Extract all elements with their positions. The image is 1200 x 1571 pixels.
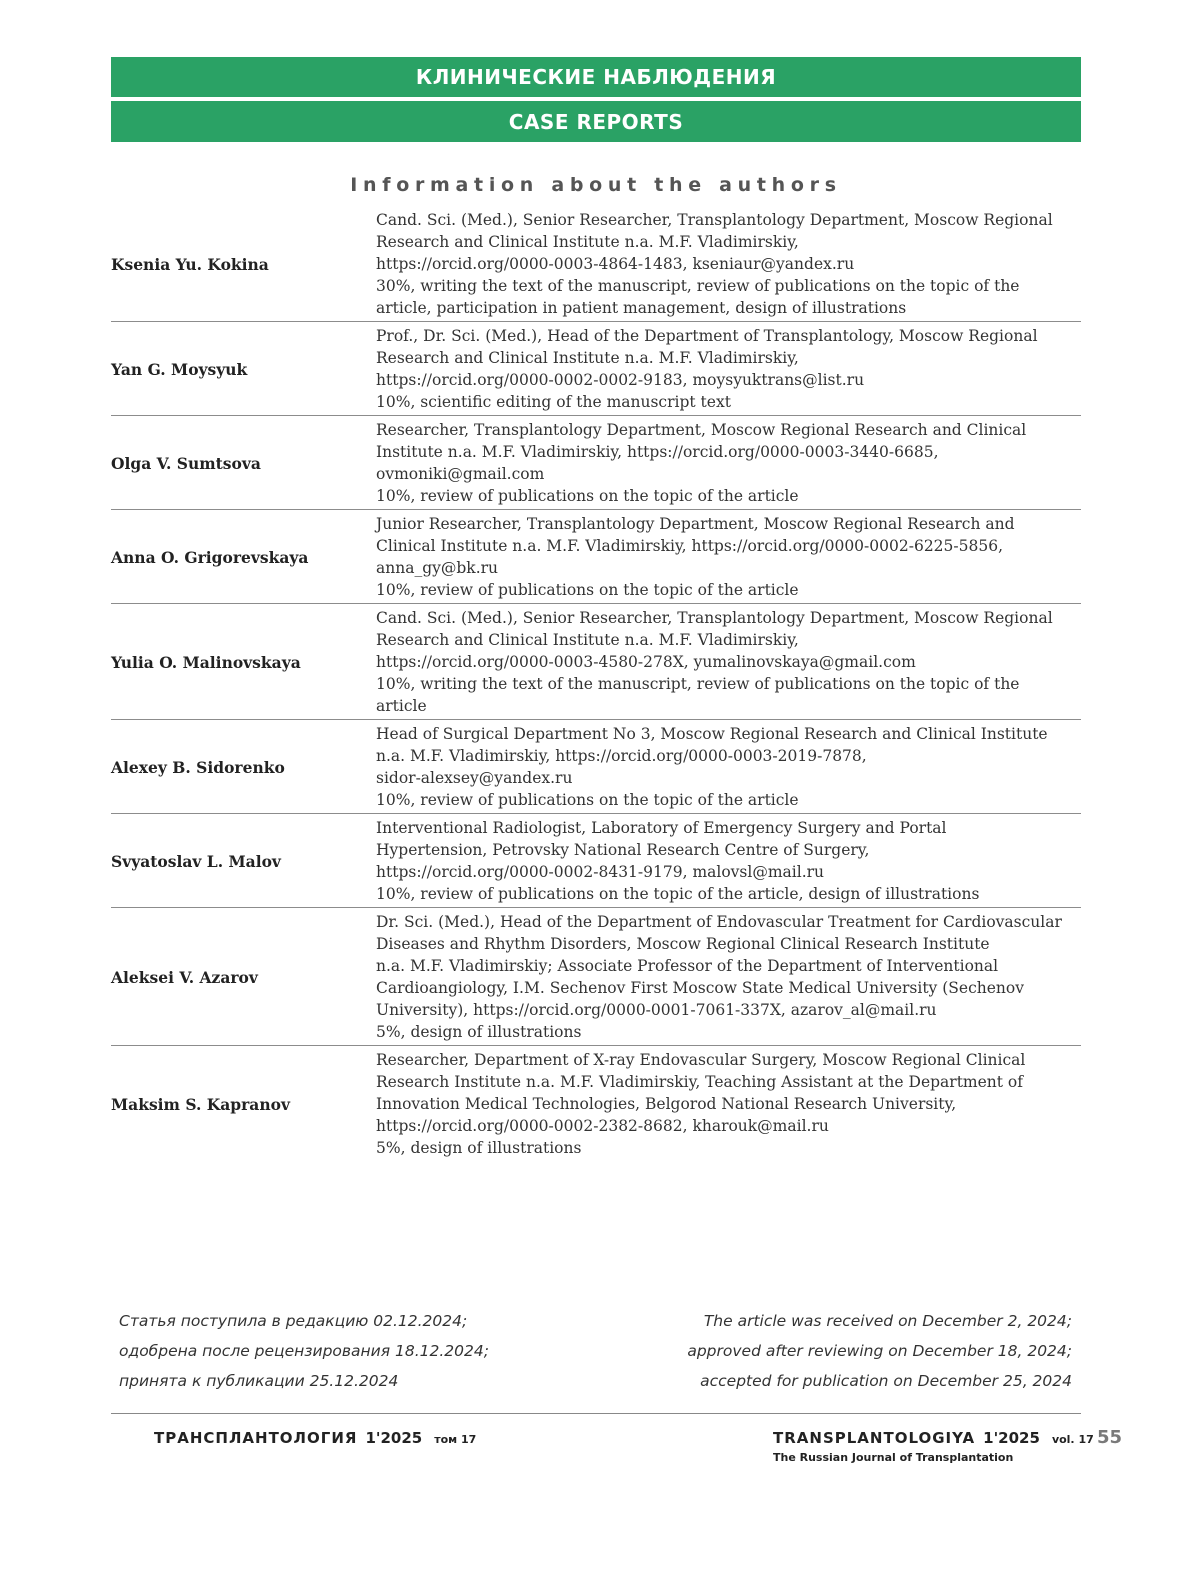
author-info-line: article, participation in patient management, design of illustrations (376, 299, 907, 317)
journal-volume-en: vol. 17 (1051, 1433, 1094, 1446)
author-info-line: Cand. Sci. (Med.), Senior Researcher, Transplantology Department, Moscow Regional (376, 211, 1053, 229)
author-info (376, 209, 1072, 319)
author-info-line: 5%, design of illustrations (376, 1139, 582, 1157)
author-info-line: n.a. M.F. Vladimirskiy; Associate Professor of the Department of Interventional (376, 957, 999, 975)
author-info-line: n.a. M.F. Vladimirskiy, https://orcid.org/0000-0003-2019-7878, (376, 747, 867, 765)
author-name: Olga V. Sumtsova (111, 453, 261, 473)
author-name: Yan G. Moysyuk (111, 359, 248, 379)
author-info (376, 607, 1072, 717)
journal-title-en: TRANSPLANTOLOGIYA (773, 1429, 976, 1447)
author-info-line: Dr. Sci. (Med.), Head of the Department of Endovascular Treatment for Cardiovascular (376, 913, 1062, 931)
approved-line: одобрена после рецензирования 18.12.2024; (119, 1342, 489, 1360)
author-info-line: Research and Clinical Institute n.a. M.F. Vladimirskiy, (376, 349, 799, 367)
author-info-line: Interventional Radiologist, Laboratory of Emergency Surgery and Portal (376, 819, 947, 837)
author-info-line: anna_gy@bk.ru (376, 559, 499, 577)
author-info-line: 10%, review of publications on the topic of the article (376, 487, 799, 505)
author-info-line: Junior Researcher, Transplantology Department, Moscow Regional Research and (376, 515, 1015, 533)
author-row (111, 206, 1081, 321)
author-info-line: Hypertension, Petrovsky National Research Centre of Surgery, (376, 841, 870, 859)
author-info-line: University), https://orcid.org/0000-0001-7061-337X, azarov_al@mail.ru (376, 1001, 937, 1019)
section-banner-en (111, 101, 1081, 142)
author-info-line: Institute n.a. M.F. Vladimirskiy, https://orcid.org/0000-0003-3440-6685, (376, 443, 939, 461)
author-row (111, 603, 1081, 719)
received-line: The article was received on December 2, 2024; (703, 1312, 1072, 1330)
author-info (376, 817, 1072, 905)
page-number: 55 (1097, 1427, 1123, 1448)
author-info-line: 30%, writing the text of the manuscript, review of publications on the topic of the (376, 277, 1020, 295)
author-info-line: 10%, writing the text of the manuscript, review of publications on the topic of the (376, 675, 1020, 693)
author-info-line: Cand. Sci. (Med.), Senior Researcher, Transplantology Department, Moscow Regional (376, 609, 1053, 627)
author-info (376, 911, 1072, 1043)
author-info-line: 10%, review of publications on the topic of the article, design of illustrations (376, 885, 980, 903)
footer-journal-ru (154, 1428, 476, 1447)
journal-title-ru: ТРАНСПЛАНТОЛОГИЯ (154, 1429, 358, 1447)
author-info-line: https://orcid.org/0000-0002-0002-9183, moysyuktrans@list.ru (376, 371, 865, 389)
accepted-line: принята к публикации 25.12.2024 (119, 1372, 399, 1390)
author-name: Maksim S. Kapranov (111, 1094, 290, 1114)
author-info-line: Research Institute n.a. M.F. Vladimirskiy, Teaching Assistant at the Department of (376, 1073, 1023, 1091)
author-row (111, 813, 1081, 907)
author-info-line: https://orcid.org/0000-0002-2382-8682, kharouk@mail.ru (376, 1117, 829, 1135)
author-info (376, 513, 1072, 601)
journal-volume-ru: том 17 (434, 1433, 477, 1446)
authors-section-title: Information about the authors (350, 174, 842, 196)
received-line: Статья поступила в редакцию 02.12.2024; (119, 1312, 468, 1330)
author-info (376, 419, 1072, 507)
received-dates-en (687, 1306, 1072, 1396)
author-row (111, 907, 1081, 1045)
author-name: Anna O. Grigorevskaya (111, 547, 309, 567)
section-banner-ru (111, 57, 1081, 97)
author-info (376, 723, 1072, 811)
journal-issue-ru: 1'2025 (365, 1429, 423, 1447)
approved-line: approved after reviewing on December 18, 2024; (687, 1342, 1072, 1360)
author-row (111, 1045, 1081, 1161)
author-name: Yulia O. Malinovskaya (111, 652, 301, 672)
author-name: Svyatoslav L. Malov (111, 851, 281, 871)
footer-divider (111, 1413, 1081, 1414)
author-row (111, 321, 1081, 415)
author-info-line: Researcher, Department of X-ray Endovascular Surgery, Moscow Regional Clinical (376, 1051, 1026, 1069)
author-info (376, 1049, 1072, 1159)
author-name: Alexey B. Sidorenko (111, 757, 285, 777)
author-info-line: ovmoniki@gmail.com (376, 465, 545, 483)
author-name: Aleksei V. Azarov (111, 967, 258, 987)
author-info-line: 10%, review of publications on the topic of the article (376, 581, 799, 599)
footer-journal-en (773, 1428, 1094, 1464)
journal-issue-en: 1'2025 (983, 1429, 1040, 1447)
author-info-line: 10%, scientific editing of the manuscript text (376, 393, 731, 411)
author-info-line: https://orcid.org/0000-0002-8431-9179, malovsl@mail.ru (376, 863, 825, 881)
section-banner-ru-text: КЛИНИЧЕСКИЕ НАБЛЮДЕНИЯ (415, 65, 777, 89)
author-info-line: https://orcid.org/0000-0003-4864-1483, kseniaur@yandex.ru (376, 255, 855, 273)
author-info-line: 5%, design of illustrations (376, 1023, 582, 1041)
author-name: Ksenia Yu. Kokina (111, 254, 269, 274)
author-info-line: article (376, 697, 427, 715)
author-row (111, 719, 1081, 813)
author-info (376, 325, 1072, 413)
author-row (111, 509, 1081, 603)
received-dates-ru (119, 1306, 489, 1396)
author-info-line: sidor-alexsey@yandex.ru (376, 769, 573, 787)
author-info-line: Clinical Institute n.a. M.F. Vladimirskiy, https://orcid.org/0000-0002-6225-5856, (376, 537, 1004, 555)
author-info-line: Prof., Dr. Sci. (Med.), Head of the Department of Transplantology, Moscow Regional (376, 327, 1038, 345)
author-info-line: Diseases and Rhythm Disorders, Moscow Regional Clinical Research Institute (376, 935, 990, 953)
author-row (111, 415, 1081, 509)
author-info-line: Researcher, Transplantology Department, Moscow Regional Research and Clinical (376, 421, 1027, 439)
journal-subtitle-en: The Russian Journal of Transplantation (773, 1451, 1014, 1464)
author-info-line: Cardioangiology, I.M. Sechenov First Moscow State Medical University (Sechenov (376, 979, 1024, 997)
author-info-line: 10%, review of publications on the topic of the article (376, 791, 799, 809)
authors-table (111, 206, 1081, 1161)
section-banner-en-text: CASE REPORTS (508, 109, 684, 134)
author-info-line: Research and Clinical Institute n.a. M.F. Vladimirskiy, (376, 631, 799, 649)
author-info-line: Head of Surgical Department No 3, Moscow Regional Research and Clinical Institute (376, 725, 1048, 743)
author-info-line: Research and Clinical Institute n.a. M.F. Vladimirskiy, (376, 233, 799, 251)
accepted-line: accepted for publication on December 25, 2024 (700, 1372, 1072, 1390)
author-info-line: https://orcid.org/0000-0003-4580-278X, yumalinovskaya@gmail.com (376, 653, 916, 671)
author-info-line: Innovation Medical Technologies, Belgorod National Research University, (376, 1095, 957, 1113)
